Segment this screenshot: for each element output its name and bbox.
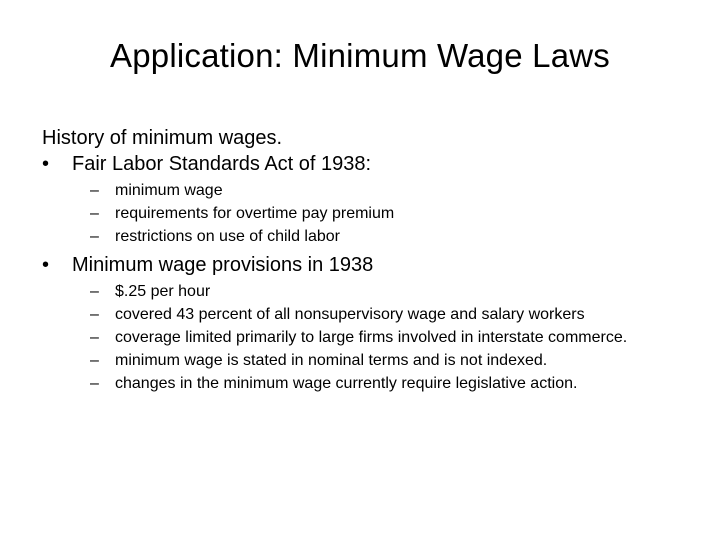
list-item-text: $.25 per hour xyxy=(115,283,211,300)
fair-labor-items xyxy=(42,183,702,245)
list-item-text: minimum wage is stated in nominal terms and is not indexed. xyxy=(115,352,548,369)
section-heading: Minimum wage provisions in 1938 xyxy=(72,254,374,276)
dash-icon: – xyxy=(90,283,99,300)
bullet-icon: • xyxy=(42,153,50,175)
dash-icon: – xyxy=(90,228,99,245)
list-item xyxy=(42,284,695,300)
dash-icon: – xyxy=(90,375,99,392)
bullet-icon: • xyxy=(42,254,50,276)
section-minimum-wage-provisions xyxy=(42,252,702,278)
list-item xyxy=(42,206,702,222)
slide-title: Application: Minimum Wage Laws xyxy=(110,37,610,74)
list-item xyxy=(42,183,702,199)
provision-items xyxy=(42,284,702,392)
list-item xyxy=(42,330,695,346)
list-item-text: requirements for overtime pay premium xyxy=(115,205,395,222)
dash-icon: – xyxy=(90,306,99,323)
list-item xyxy=(42,353,695,369)
list-item xyxy=(42,229,702,245)
list-item xyxy=(42,307,695,323)
list-item-text: covered 43 percent of all nonsupervisory wage and salary workers xyxy=(115,306,585,323)
section-heading: Fair Labor Standards Act of 1938: xyxy=(72,153,372,175)
list-item-text: restrictions on use of child labor xyxy=(115,228,340,245)
list-item xyxy=(42,376,695,392)
section-fair-labor-standards xyxy=(42,151,702,177)
dash-icon: – xyxy=(90,352,99,369)
dash-icon: – xyxy=(90,329,99,346)
list-item-text: minimum wage xyxy=(115,182,223,199)
dash-icon: – xyxy=(90,182,99,199)
slide-body xyxy=(42,125,702,399)
dash-icon: – xyxy=(90,205,99,222)
list-item-text: coverage limited primarily to large firms involved in interstate commerce. xyxy=(115,329,628,346)
intro-text: History of minimum wages. xyxy=(42,127,283,149)
list-item-text: changes in the minimum wage currently require legislative action. xyxy=(115,375,578,392)
